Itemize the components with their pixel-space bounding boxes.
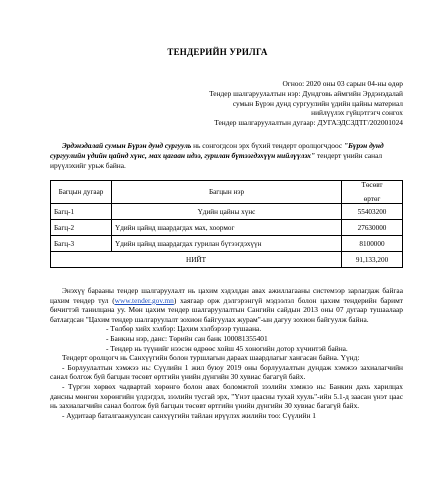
audit-requirement: - Аудитаар баталгаажуулсан санхүүгийн тайлан ирүүлэх жилийн тоо: Сүүлийн 1 <box>62 410 316 420</box>
body-text-span: Энэхүү барааны тендер шалгаруулалт нь цахим хэдэлдан авах ажиллагааны системээр зарлагдаж байгаа цахим тендер тул ( <box>50 286 403 305</box>
body-paragraph-1 <box>50 286 403 324</box>
bank-account-item: - Банкны нэр, данс: Төрийн сан банк 100081355401 <box>106 333 268 343</box>
body-text <box>50 286 403 420</box>
lot-cost: 27630000 <box>342 220 403 236</box>
body-text-span: ) хаягаар орж дэлгэрэнгүй мэдээлэл болон цахим тендерийн баримт бичигтэй танилцана уу. Мөн цахим тендер шалгаруулалтын Сангийн сайдын 2013 оны 07 дугаар тушаалаар батлагдсан "Цахим тендер шалгаруулалт зохион байгуулах журам"-ын дагуу зохион байгуулж байна. <box>50 295 403 324</box>
table-row <box>51 220 403 236</box>
lot-cost: 55403200 <box>342 204 403 220</box>
intro-text-1: нь сонгогдсон эрх бүхий тендерт оролцогчдоос <box>191 141 344 150</box>
table-header-row <box>51 181 403 204</box>
table-total-row <box>51 252 403 268</box>
header-lot-number: Багцын дугаар <box>51 181 112 204</box>
lot-id: Багц-1 <box>51 204 112 220</box>
lot-cost: 8100000 <box>342 236 403 252</box>
lot-name: Үдийн цайнд шаардагдах гурилан бүтээгдэхүүн <box>112 236 342 252</box>
organization-name: Эрдэнэдалай сумын Бүрэн дунд сургууль <box>62 141 192 150</box>
lot-id: Багц-3 <box>51 236 112 252</box>
tender-name: Тендер шалгаруулалтын нэр: Дундговь аймгийн Эрдэнэдалай <box>209 88 403 98</box>
header-lot-name: Багцын нэр <box>112 181 342 204</box>
tender-date: Огноо: 2020 оны 03 сарын 04-ны өдөр <box>282 79 403 88</box>
lots-table <box>50 180 403 268</box>
header-estimated-cost <box>342 181 403 204</box>
table-row <box>51 236 403 252</box>
lot-name: Үдийн цайнд шаардагдах мах, хоормог <box>112 220 342 236</box>
tender-portal-link[interactable]: www.tender.gov.mn <box>114 295 174 305</box>
validity-item: - Тендер нь түүнийг нээсэн өдрөөс хойш 45 хоногийн дотор хүчинтэй байна. <box>106 343 348 353</box>
page-title: ТЕНДЕРИЙН УРИЛГА <box>167 47 268 57</box>
intro-text-2: тендерт үнийн санал ирүүлэхийг урьж байна. <box>50 150 383 170</box>
tender-subject: "Бүрэн дунд сургуулийн үдийн цайнд хүнс, мах цагаан идээ, гурилан бүтээгдэхүүн нийлүүлэх" <box>50 141 384 160</box>
sales-requirement: - Борлуулалтын хэмжээ нь: Сүүлийн 1 жил буюу 2019 оны борлуулалтын дундаж хэмжээ захиалагчийн санал болгож буй багцын төсөвт өртгийн үнийн дүнгийн 30 хувиас багагүй байх. <box>50 362 403 382</box>
payment-form-item: - Төлбөр хийх хэлбэр: Цахим хэлбэрээр тушаана. <box>106 324 262 334</box>
tender-number: Тендер шалгаруулалтын дугаар: ДУГАЭДСЗДТГ/202001024 <box>214 118 403 128</box>
tender-subject-line-1: сумын Бүрэн дунд сургуулийн үдийн цайны материал <box>232 98 403 108</box>
lot-id: Багц-2 <box>51 220 112 236</box>
total-value: 91,133,200 <box>342 252 403 268</box>
header-cost-line-2: өртөг <box>363 195 381 203</box>
header-cost-line-1: Төсөвт <box>361 181 383 189</box>
liquidity-requirement: - Түргэн хөрвөх чадвартай хөрөнгө болон авах боломжтой зээлийн хэмжээ нь: Банкин дахь харилцах дансны мөнгөн хөрөнгийн үлдэгдэл, зээлийн тусгай эрх, "Үнэт цаасны тухай хууль"-ийн 5.1-д заасан үнэт цаас нь захиалагчийн санал болгож буй багцын төсөвт өртгийн үнийн дүнгийн 30 хувиас багагүй байх. <box>50 381 403 411</box>
tender-meta <box>209 79 403 128</box>
intro-paragraph <box>50 141 403 170</box>
requirements-intro: Тендерт оролцогч нь Санхүүгийн болон туршлагын дараах шаардлагыг хангасан байна. Үүнд: <box>62 353 360 363</box>
total-label: НИЙТ <box>51 252 342 268</box>
lot-name: Үдийн цайны хүнс <box>112 204 342 220</box>
table-row <box>51 204 403 220</box>
tender-subject-line-2: нийлүүлэх гүйцэтгэгч сонгох <box>311 108 403 118</box>
